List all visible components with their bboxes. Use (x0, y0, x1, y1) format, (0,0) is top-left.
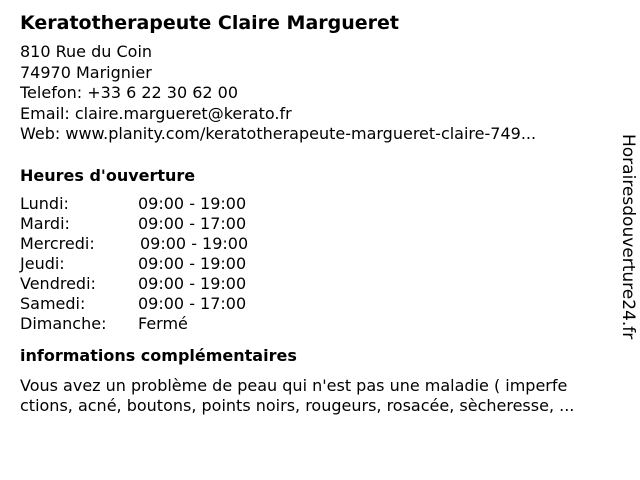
info-description (20, 376, 620, 416)
time-value: 09:00 - 19:00 (138, 193, 247, 213)
hours-row-samedi (20, 294, 620, 314)
day-label: Dimanche: (20, 313, 107, 333)
hours-row-vendredi (20, 274, 620, 294)
hours-row-mardi (20, 214, 620, 234)
time-value: Fermé (138, 313, 188, 333)
business-card (20, 10, 620, 416)
time-value: 09:00 - 19:00 (140, 233, 249, 253)
address-street: 810 Rue du Coin (20, 42, 153, 61)
day-label: Mercredi: (20, 233, 95, 253)
website-line[interactable]: Web: www.planity.com/keratotherapeute-margueret-claire-749... (20, 124, 537, 143)
day-label: Mardi: (20, 213, 70, 233)
contact-block (20, 42, 620, 145)
day-label: Samedi: (20, 293, 86, 313)
business-name: Keratotherapeute Claire Margueret (20, 12, 399, 34)
site-watermark: Horairesdouverture24.fr (618, 134, 638, 340)
hours-heading: Heures d'ouverture (20, 165, 196, 185)
phone-line[interactable]: Telefon: +33 6 22 30 62 00 (20, 83, 239, 102)
address-city: 74970 Marignier (20, 62, 152, 82)
day-label: Jeudi: (20, 253, 65, 273)
time-value: 09:00 - 19:00 (138, 273, 247, 293)
day-label: Vendredi: (20, 273, 96, 293)
info-line-1: Vous avez un problème de peau qui n'est pas une maladie ( imperfe (20, 375, 568, 395)
hours-row-jeudi (20, 254, 620, 274)
day-label: Lundi: (20, 193, 69, 213)
hours-table (20, 194, 620, 334)
hours-row-dimanche (20, 314, 620, 334)
time-value: 09:00 - 19:00 (138, 253, 247, 273)
email-line[interactable]: Email: claire.margueret@kerato.fr (20, 103, 292, 123)
info-heading: informations complémentaires (20, 345, 297, 365)
time-value: 09:00 - 17:00 (138, 293, 247, 313)
hours-row-mercredi (20, 234, 620, 254)
hours-row-lundi (20, 194, 620, 214)
time-value: 09:00 - 17:00 (138, 213, 247, 233)
info-line-2: ctions, acné, boutons, points noirs, rougeurs, rosacée, sècheresse, ... (20, 395, 575, 415)
